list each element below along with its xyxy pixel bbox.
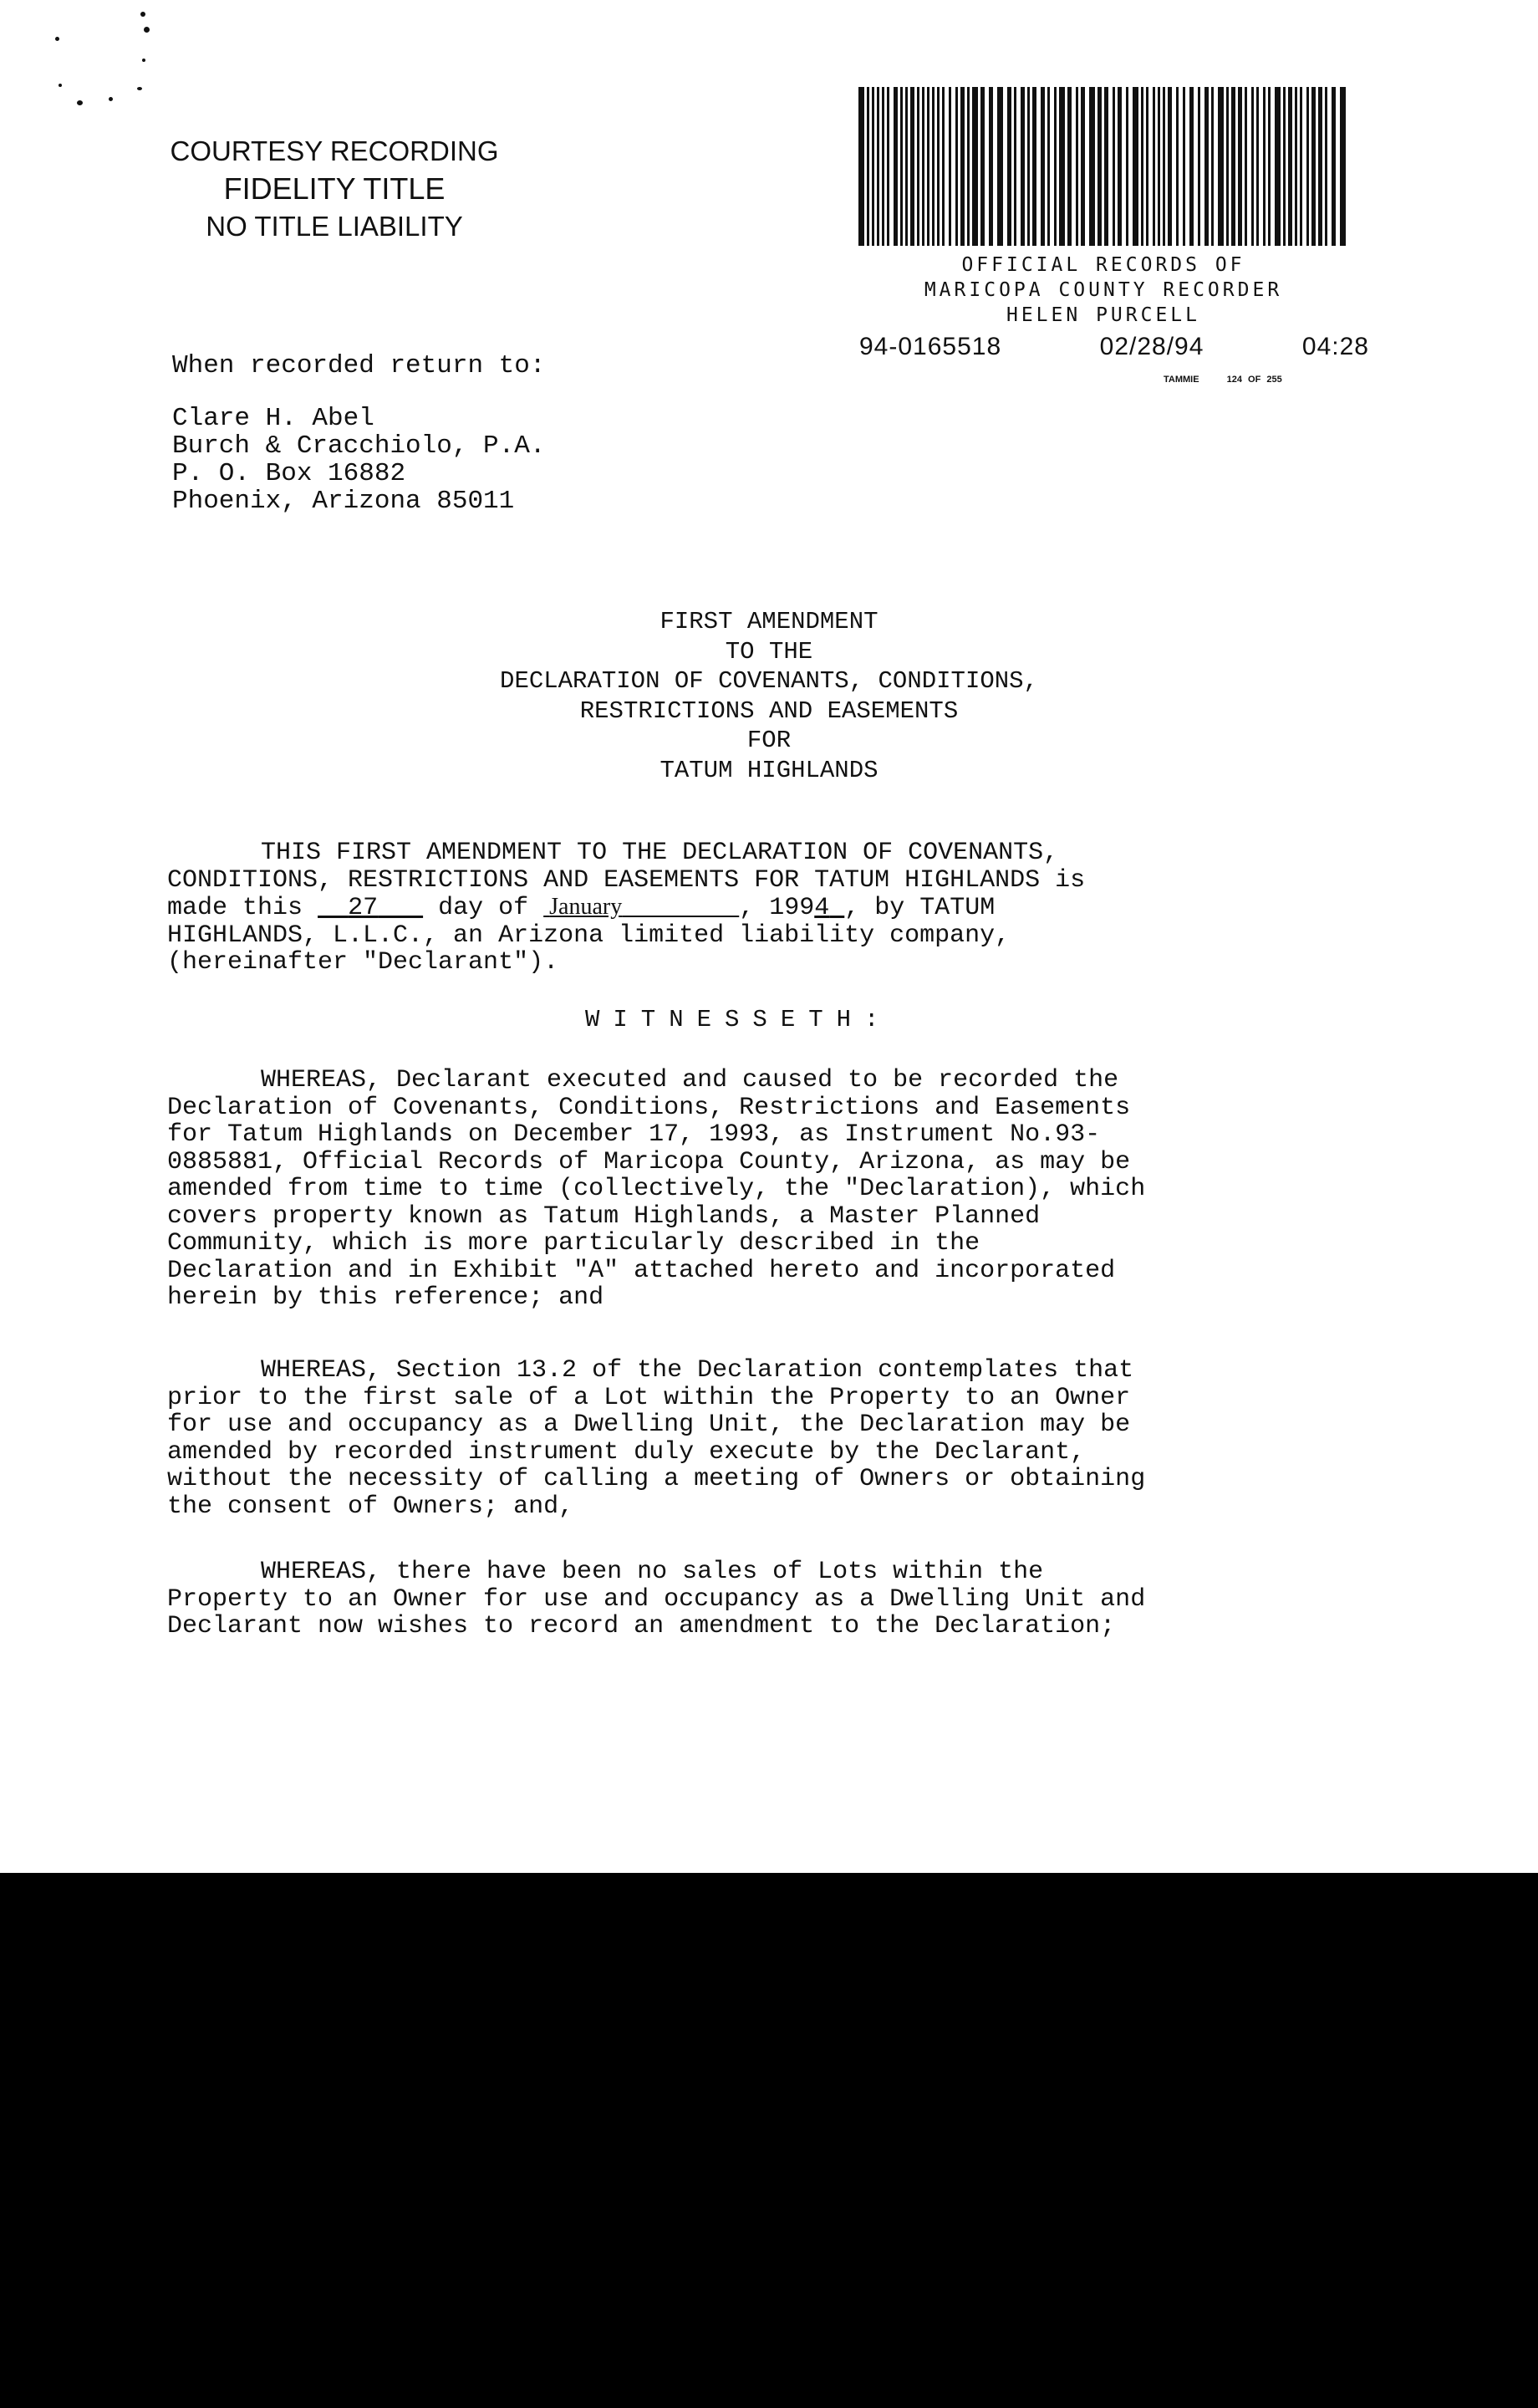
title-line: RESTRICTIONS AND EASEMENTS [579, 696, 959, 725]
whereas-line: WHEREAS, Section 13.2 of the Declaration contemplates that [261, 1356, 1134, 1385]
whereas-line: covers property known as Tatum Highlands, a Master Planned [167, 1201, 1041, 1231]
year-fill [814, 894, 844, 922]
day-value: 27 [348, 894, 379, 922]
scan-speck [142, 59, 145, 62]
month-value: January [549, 894, 623, 920]
recording-barcode [858, 87, 1349, 246]
scan-speck [59, 84, 62, 87]
recorder-line-3: HELEN PURCELL [1006, 304, 1200, 326]
barcode-bar [997, 87, 1003, 246]
whereas-line: for Tatum Highlands on December 17, 1993, as Instrument No.93- [167, 1120, 1101, 1149]
scan-speck [140, 12, 145, 17]
whereas-line: WHEREAS, Declarant executed and caused to be recorded the [261, 1066, 1119, 1094]
barcode-bar [858, 87, 864, 246]
day-fill [318, 894, 423, 922]
whereas-line: 0885881, Official Records of Maricopa County, Arizona, as may be [167, 1147, 1131, 1176]
whereas-paragraph-1 [167, 1067, 1388, 1312]
barcode-bar [1340, 87, 1346, 246]
recording-date: 02/28/94 [1099, 333, 1204, 360]
barcode-bar [1133, 87, 1138, 246]
barcode-bar [1059, 87, 1065, 246]
stamp-line-3: NO TITLE LIABILITY [206, 211, 463, 242]
made-this-text: made this [167, 894, 303, 922]
intro-date-line [167, 894, 1388, 922]
courtesy-recording-stamp [125, 132, 543, 245]
recorder-line-1: OFFICIAL RECORDS OF [961, 254, 1245, 276]
address-line: P. O. Box 16882 [172, 459, 406, 488]
whereas-line: Declaration and in Exhibit "A" attached hereto and incorporated [167, 1256, 1116, 1285]
title-line: FOR [746, 727, 792, 754]
witnesseth-heading: WITNESSETH: [585, 1006, 893, 1033]
month-fill [543, 894, 739, 920]
address-line: Phoenix, Arizona 85011 [172, 487, 515, 516]
day-of-text: day of [438, 894, 529, 922]
title-line: FIRST AMENDMENT [660, 608, 878, 635]
whereas-line: amended by recorded instrument duly execute by the Declarant, [167, 1437, 1086, 1467]
recording-info-line [859, 333, 1369, 361]
recorder-block [853, 253, 1354, 328]
title-line: DECLARATION OF COVENANTS, CONDITIONS, [500, 667, 1038, 695]
recording-clerk-line [1164, 375, 1282, 385]
scan-speck [137, 87, 142, 90]
scan-speck [144, 27, 150, 33]
year-digit: 4 [814, 894, 830, 922]
recorder-line-2: MARICOPA COUNTY RECORDER [924, 279, 1283, 301]
barcode-gap [1346, 87, 1349, 246]
barcode-bar [1089, 87, 1095, 246]
year-prefix: , 199 [739, 894, 815, 922]
scan-black-band [0, 1873, 1538, 2408]
whereas-line: Property to an Owner for use and occupancy as a Dwelling Unit and [167, 1584, 1146, 1614]
whereas-line: amended from time to time (collectively, the "Declaration), which [167, 1175, 1146, 1203]
whereas-line: prior to the first sale of a Lot within the Property to an Owner [167, 1383, 1131, 1412]
whereas-line: WHEREAS, there have been no sales of Lots within the [261, 1558, 1044, 1586]
clerk-name: TAMMIE [1164, 375, 1199, 385]
recording-time: 04:28 [1301, 333, 1369, 360]
barcode-bar [972, 87, 978, 246]
intro-line: THIS FIRST AMENDMENT TO THE DECLARATION OF COVENANTS, [261, 839, 1059, 867]
scan-speck [109, 97, 113, 101]
scan-speck [55, 37, 59, 41]
intro-paragraph [167, 839, 1388, 977]
return-address [172, 405, 545, 515]
barcode-bar [1275, 87, 1281, 246]
by-text: , by TATUM [844, 894, 996, 922]
whereas-line: Declarant now wishes to record an amendment to the Declaration; [167, 1612, 1116, 1640]
document-title [251, 607, 1287, 785]
whereas-line: without the necessity of calling a meeting of Owners or obtaining [167, 1465, 1146, 1493]
intro-line: HIGHLANDS, L.L.C., an Arizona limited liability company, [167, 921, 1011, 950]
whereas-line: for use and occupancy as a Dwelling Unit, the Declaration may be [167, 1411, 1131, 1439]
intro-line: CONDITIONS, RESTRICTIONS AND EASEMENTS FOR TATUM HIGHLANDS is [167, 865, 1086, 895]
address-line: Burch & Cracchiolo, P.A. [172, 431, 546, 461]
whereas-paragraph-2 [167, 1357, 1388, 1520]
whereas-line: Declaration of Covenants, Conditions, Restrictions and Easements [167, 1093, 1131, 1122]
whereas-paragraph-3 [167, 1559, 1388, 1640]
stamp-line-1: COURTESY RECORDING [170, 135, 499, 166]
whereas-line: herein by this reference; and [167, 1283, 604, 1312]
stamp-line-2: FIDELITY TITLE [223, 171, 446, 206]
barcode-bar [1218, 87, 1224, 246]
address-line: Clare H. Abel [172, 404, 374, 433]
whereas-line: the consent of Owners; and, [167, 1492, 574, 1521]
page-count: 124 OF 255 [1226, 375, 1282, 385]
title-line: TO THE [725, 637, 813, 666]
instrument-number: 94-0165518 [859, 333, 1002, 360]
scan-speck [77, 100, 83, 105]
title-line: TATUM HIGHLANDS [660, 756, 878, 784]
intro-line: (hereinafter "Declarant"). [167, 948, 559, 977]
return-to-label: When recorded return to: [172, 351, 546, 380]
whereas-line: Community, which is more particularly described in the [167, 1229, 980, 1258]
